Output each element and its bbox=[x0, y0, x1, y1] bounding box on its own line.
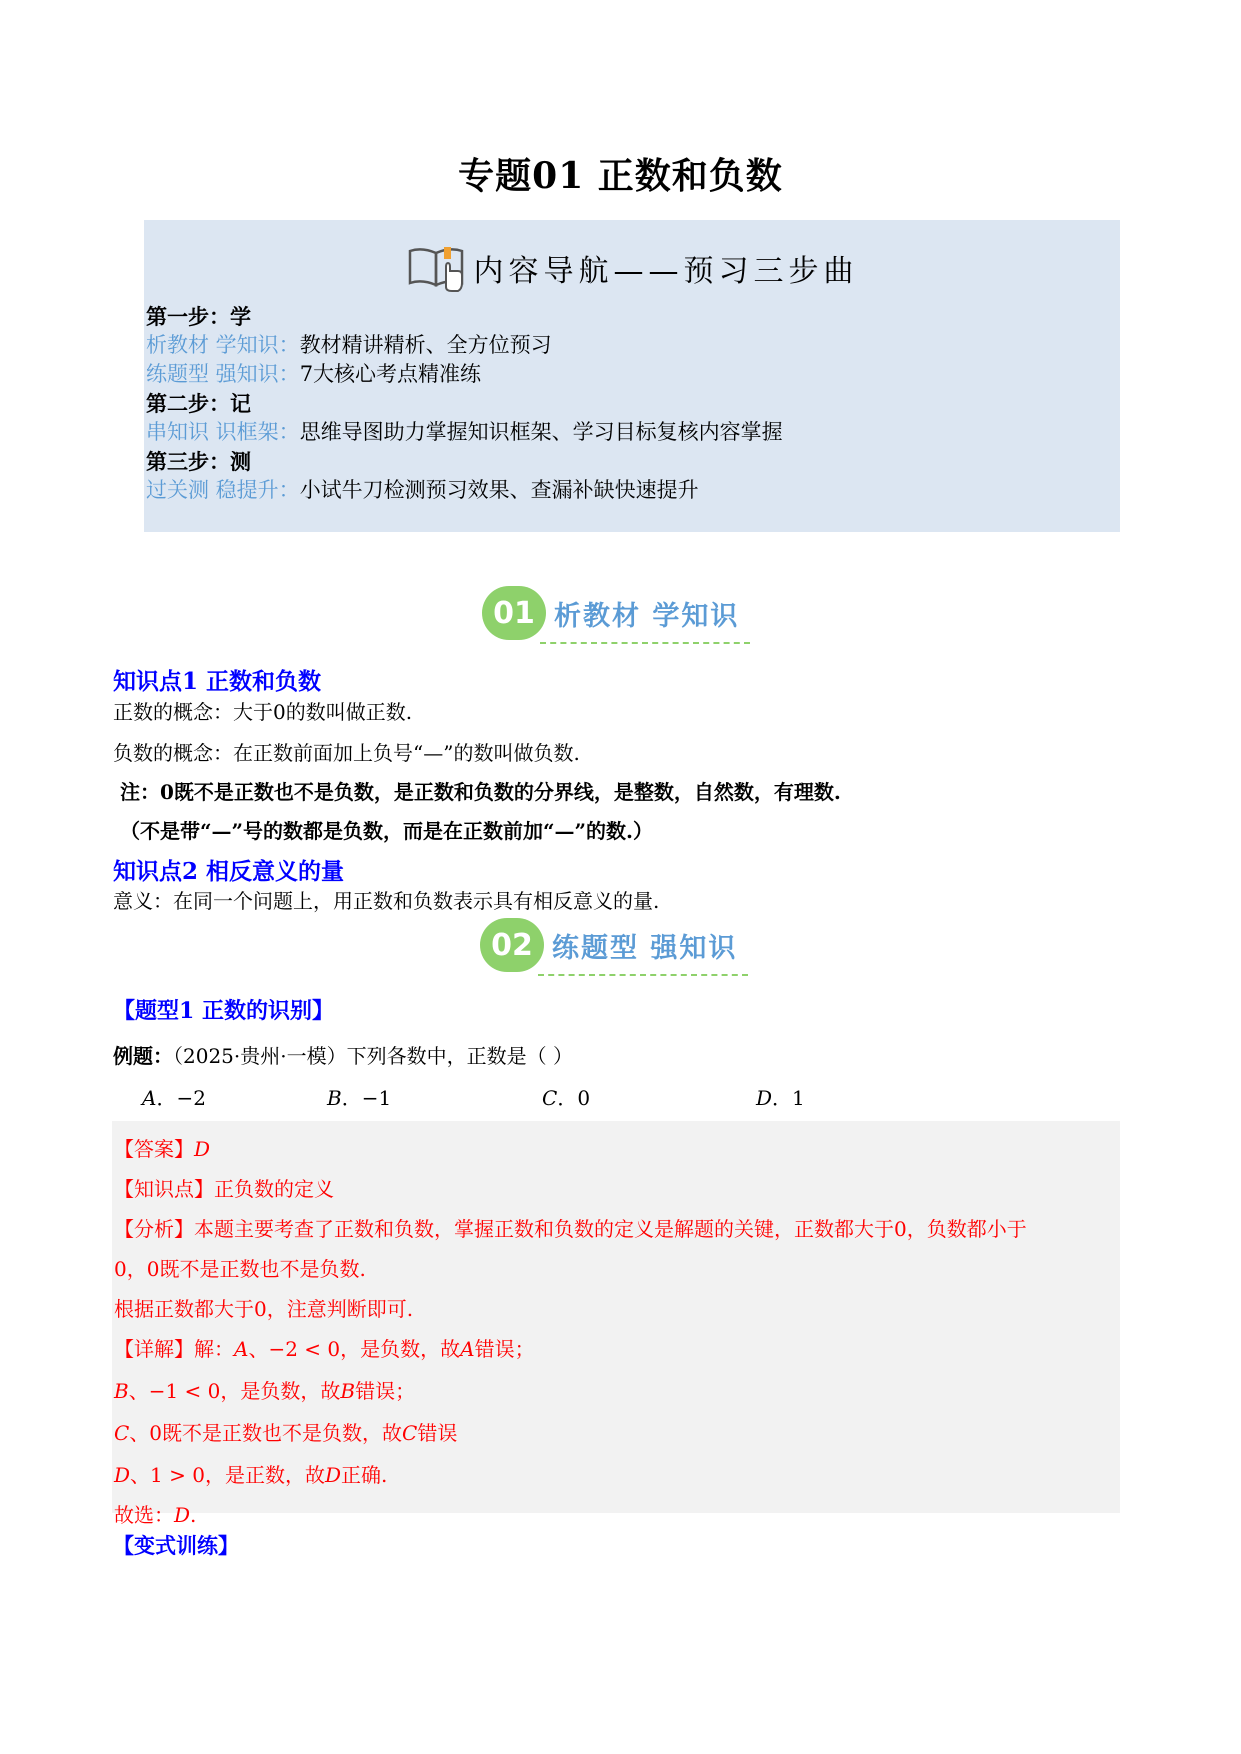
nav-row-4 bbox=[146, 476, 783, 505]
detail-text: 、−1 < 0，是负数，故 bbox=[128, 1379, 341, 1403]
option-value: 0 bbox=[577, 1086, 591, 1110]
example-text: （2025·贵州·一模）下列各数中，正数是（ ） bbox=[173, 1044, 573, 1068]
book-pointer-icon bbox=[406, 243, 468, 293]
detail-text: 错误； bbox=[355, 1379, 416, 1403]
nav-row-label: 过关测 稳提升： bbox=[146, 478, 300, 502]
content-navigation-box bbox=[144, 220, 1120, 532]
variant-training-title: 【变式训练】 bbox=[113, 1533, 239, 1558]
detail-text: 、−2 < 0，是负数，故 bbox=[248, 1337, 461, 1361]
knowledge-point-line bbox=[114, 1173, 334, 1202]
nav-row-text: 教材精讲精析、全方位预习 bbox=[299, 333, 552, 357]
nav-row-3 bbox=[146, 418, 783, 447]
kp1-note-1: 注：0既不是正数也不是负数，是正数和负数的分界线，是整数，自然数，有理数. bbox=[120, 780, 841, 804]
detail-line-3 bbox=[114, 1417, 457, 1446]
nav-row-label: 析教材 学知识： bbox=[146, 333, 300, 357]
option-b: B．−1 bbox=[327, 1086, 392, 1110]
nav-row-2 bbox=[146, 360, 783, 389]
detail-tag: 【详解】 bbox=[114, 1337, 194, 1361]
option-key: B bbox=[327, 1086, 342, 1110]
option-a: A．−2 bbox=[142, 1086, 206, 1110]
section-badge-1 bbox=[482, 578, 739, 648]
analysis-line-2: 0，0既不是正数也不是负数. bbox=[114, 1257, 366, 1281]
choose-text: 故选： bbox=[114, 1503, 174, 1527]
kp1-note-2: （不是带“—”号的数都是负数，而是在正数前加“—”的数.） bbox=[120, 819, 653, 843]
kp-tag: 【知识点】 bbox=[114, 1177, 214, 1201]
kp1-line-2: 负数的概念：在正数前面加上负号“—”的数叫做负数. bbox=[113, 741, 580, 765]
detail-var: B bbox=[340, 1379, 356, 1403]
nav-row-text: 7大核心考点精准练 bbox=[299, 362, 482, 386]
nav-rows bbox=[146, 302, 783, 505]
page-title: 专题01 正数和负数 bbox=[458, 155, 783, 197]
detail-var: C bbox=[402, 1421, 418, 1445]
detail-line-1 bbox=[114, 1333, 535, 1362]
option-key: A bbox=[142, 1086, 157, 1110]
choose-text: . bbox=[190, 1503, 197, 1527]
nav-header-text: 内容导航——预习三步曲 bbox=[473, 254, 859, 289]
section-underline bbox=[540, 642, 750, 644]
section-underline bbox=[538, 974, 748, 976]
kp1-line-1: 正数的概念：大于0的数叫做正数. bbox=[113, 700, 413, 724]
detail-var: D bbox=[114, 1463, 131, 1487]
option-key: D bbox=[756, 1086, 773, 1110]
answer-box bbox=[112, 1121, 1120, 1527]
answer-line bbox=[114, 1133, 210, 1162]
detail-line-4 bbox=[114, 1459, 387, 1488]
analysis-tag: 【分析】 bbox=[114, 1217, 194, 1241]
nav-row-text: 思维导图助力掌握知识框架、学习目标复核内容掌握 bbox=[299, 420, 783, 444]
section-badge-2 bbox=[480, 910, 737, 980]
option-c: C．0 bbox=[542, 1086, 591, 1110]
answer-value: D bbox=[194, 1137, 211, 1161]
option-value: −1 bbox=[361, 1086, 392, 1110]
option-d: D．1 bbox=[756, 1086, 805, 1110]
example-question bbox=[113, 1040, 573, 1069]
step-3: 第三步：测 bbox=[146, 449, 251, 474]
nav-row-label: 串知识 识框架： bbox=[146, 420, 300, 444]
option-value: 1 bbox=[792, 1086, 805, 1110]
answer-tag: 【答案】 bbox=[114, 1137, 194, 1161]
detail-text: 解： bbox=[194, 1337, 234, 1361]
question-type-title: 【题型1 正数的识别】 bbox=[113, 998, 334, 1024]
detail-text: 、1 > 0，是正数，故 bbox=[130, 1463, 325, 1487]
detail-var: D bbox=[324, 1463, 342, 1487]
step-1: 第一步：学 bbox=[146, 304, 251, 329]
detail-text: 、0既不是正数也不是负数，故 bbox=[129, 1421, 403, 1445]
detail-text: 错误 bbox=[417, 1421, 458, 1445]
detail-text: 错误； bbox=[474, 1337, 535, 1361]
knowledge-point-2-title: 知识点2 相反意义的量 bbox=[113, 858, 345, 885]
choose-line bbox=[114, 1499, 196, 1528]
detail-var: A bbox=[460, 1337, 475, 1361]
detail-var: A bbox=[234, 1337, 249, 1361]
section-number: 01 bbox=[482, 586, 546, 640]
analysis-line-1 bbox=[114, 1213, 1027, 1242]
nav-row-text: 小试牛刀检测预习效果、查漏补缺快速提升 bbox=[299, 478, 699, 502]
step-2: 第二步：记 bbox=[146, 391, 251, 416]
option-value: −2 bbox=[176, 1086, 206, 1110]
section-number: 02 bbox=[480, 918, 544, 972]
nav-header bbox=[144, 238, 1120, 298]
kp-value: 正负数的定义 bbox=[214, 1177, 334, 1201]
analysis-text: 本题主要考查了正数和负数，掌握正数和负数的定义是解题的关键，正数都大于0，负数都小于 bbox=[194, 1217, 1027, 1241]
detail-var: B bbox=[114, 1379, 129, 1403]
kp2-line-1: 意义：在同一个问题上，用正数和负数表示具有相反意义的量. bbox=[113, 889, 660, 913]
nav-row-1 bbox=[146, 331, 783, 360]
choose-var: D bbox=[174, 1503, 191, 1527]
detail-var: C bbox=[114, 1421, 130, 1445]
option-key: C bbox=[542, 1086, 558, 1110]
section-label: 练题型 强知识 bbox=[552, 932, 738, 964]
detail-text: 正确. bbox=[341, 1463, 388, 1487]
nav-row-label: 练题型 强知识： bbox=[146, 362, 300, 386]
example-label: 例题： bbox=[113, 1044, 173, 1068]
section-label: 析教材 学知识 bbox=[554, 600, 740, 632]
knowledge-point-1-title: 知识点1 正数和负数 bbox=[113, 668, 322, 695]
analysis-line-3: 根据正数都大于0，注意判断即可. bbox=[114, 1297, 414, 1321]
detail-line-2 bbox=[114, 1375, 415, 1404]
